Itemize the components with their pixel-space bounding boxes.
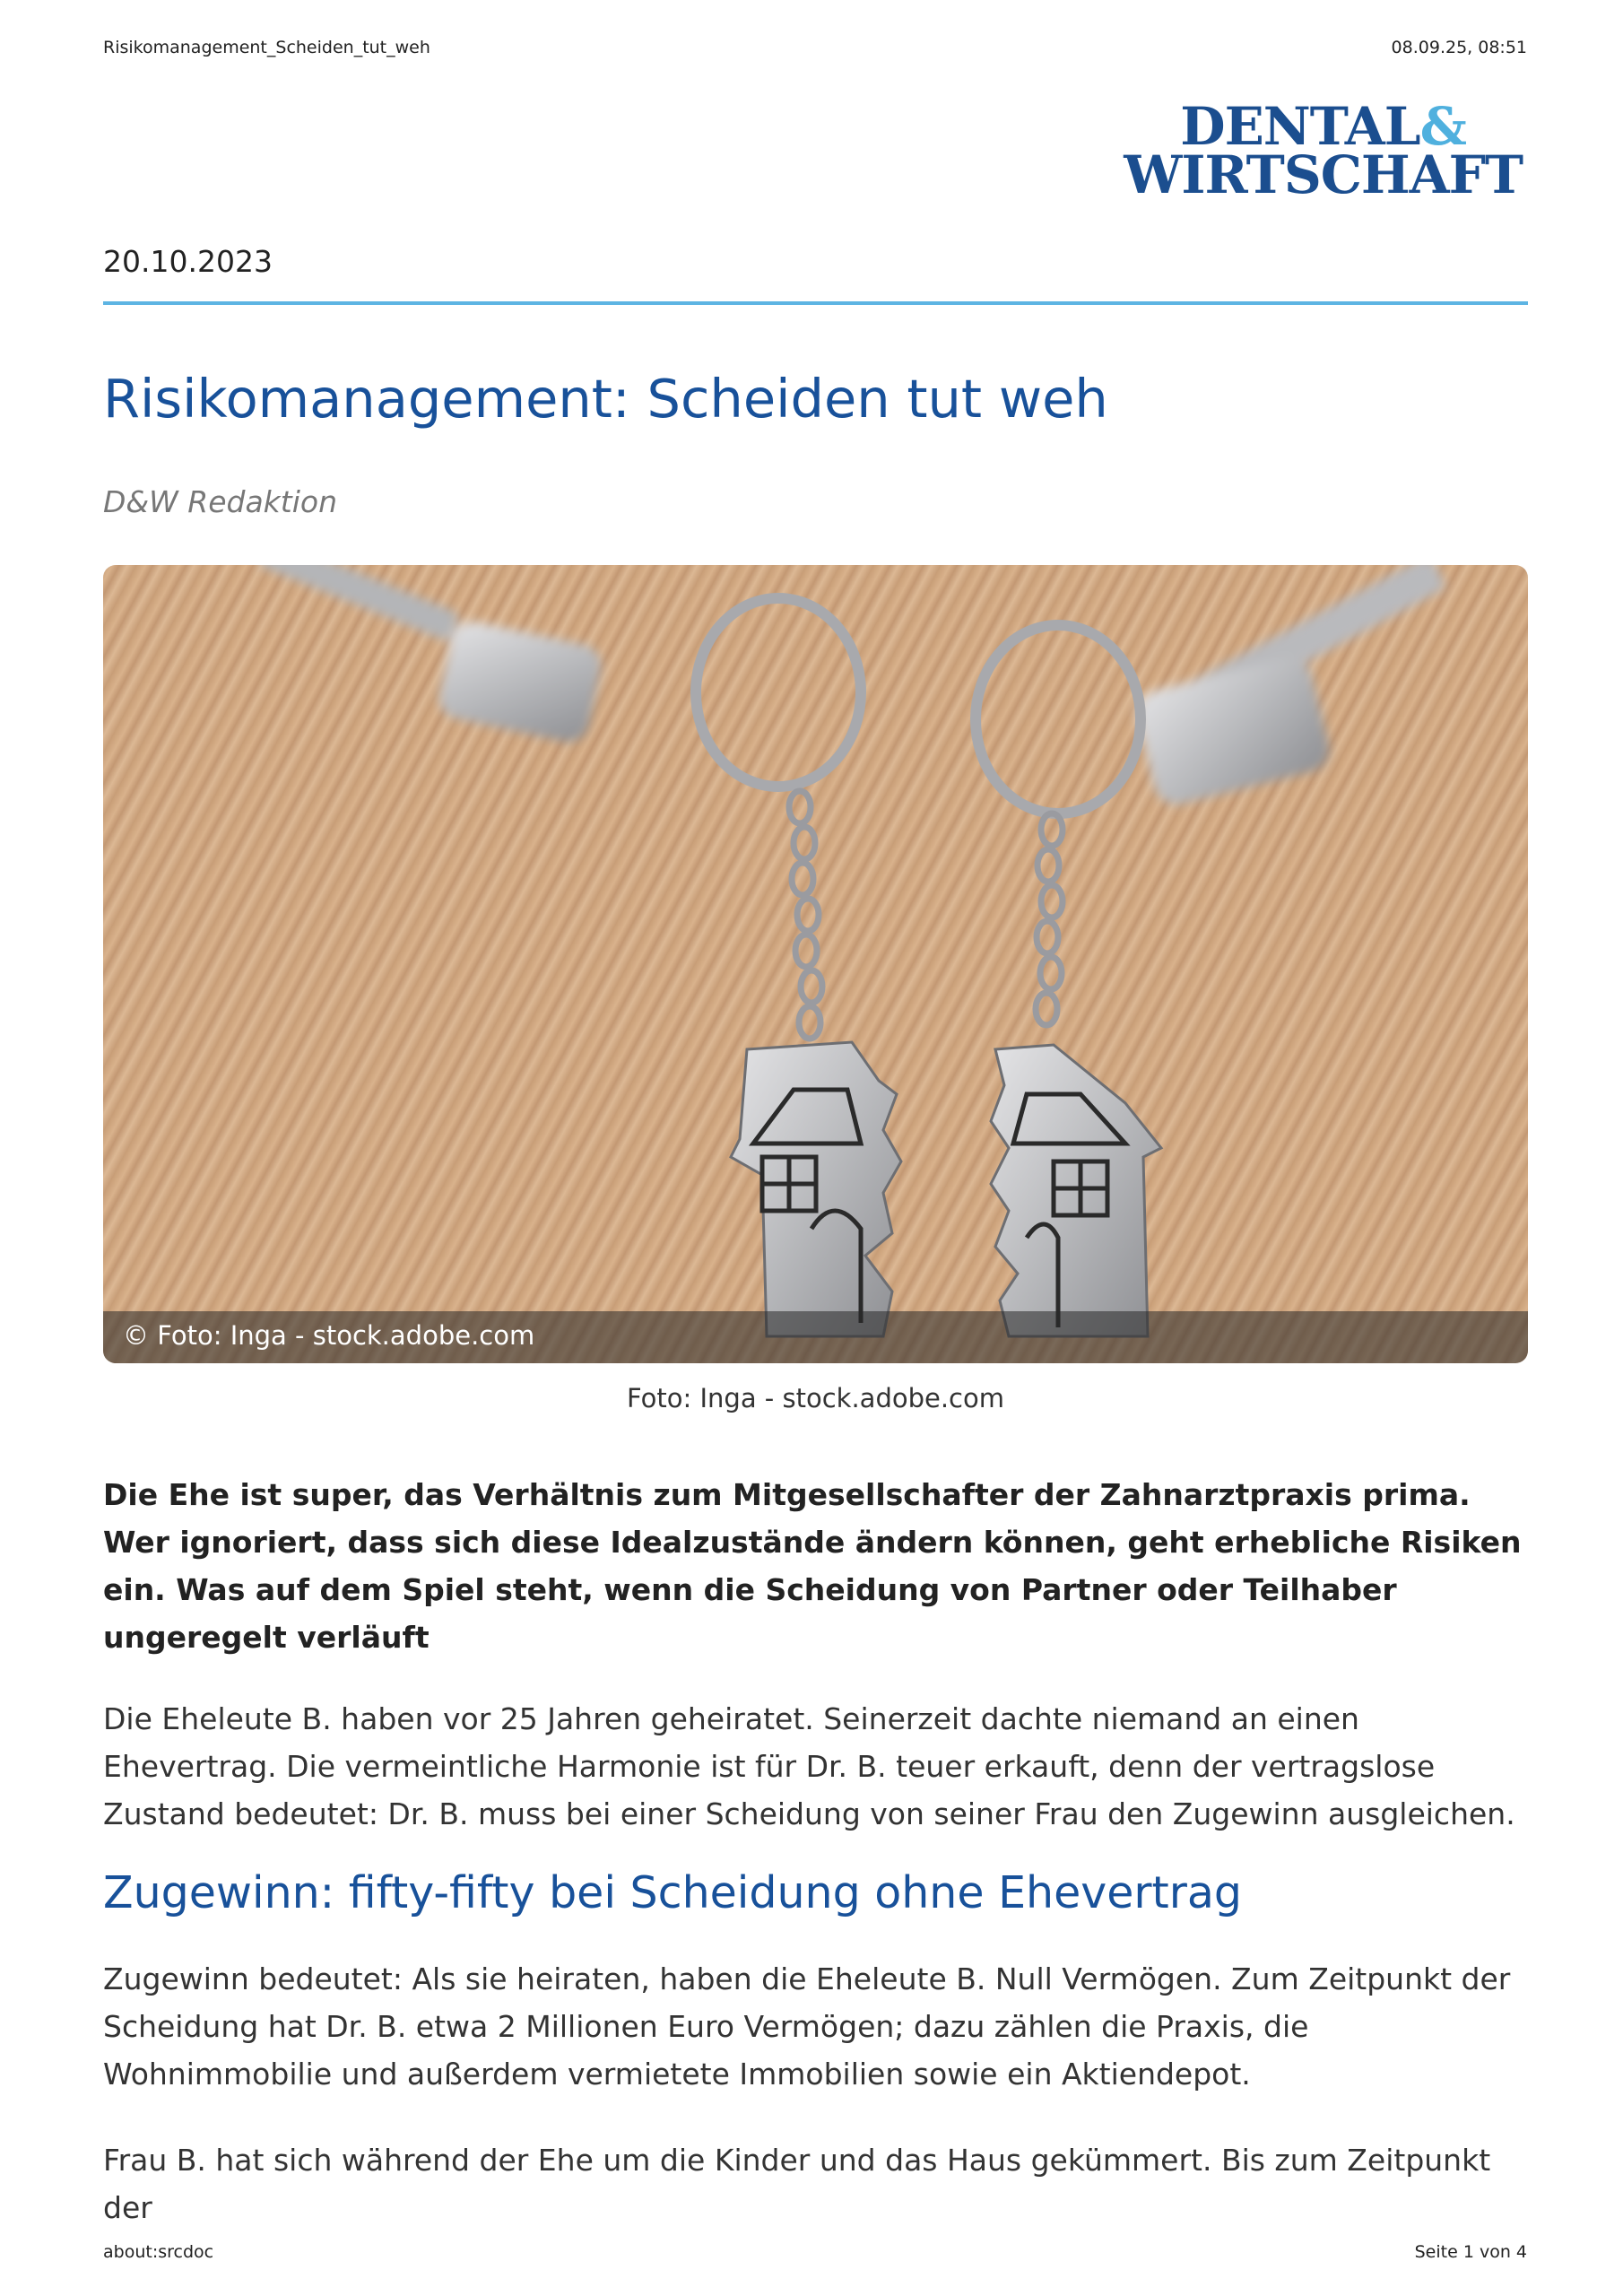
logo-ampersand: & [1419, 96, 1466, 157]
right-key-icon [1132, 565, 1447, 809]
keychain-house-illustration [103, 565, 1528, 1363]
print-footer-source: about:srcdoc [103, 2242, 214, 2262]
logo-word-wirtschaft: WIRTSCHAFT [1124, 144, 1523, 205]
left-house-half-icon [731, 1042, 901, 1336]
left-chain-icon [789, 791, 822, 1039]
print-footer-page-indicator: Seite 1 von 4 [1414, 2242, 1527, 2262]
logo-word-dental: DENTAL [1180, 96, 1420, 157]
article-title: Risikomanagement: Scheiden tut weh [103, 368, 1108, 430]
article-subheading: Zugewinn: fifty-fifty bei Scheidung ohne Ehevertrag [103, 1867, 1243, 1918]
left-keyring-icon [696, 598, 861, 787]
right-house-half-icon [991, 1045, 1161, 1336]
right-chain-icon [1036, 813, 1063, 1025]
article-paragraph-1: Die Eheleute B. haben vor 25 Jahren geheiratet. Seinerzeit dachte niemand an einen Ehevertrag. Die vermeintliche Harmonie ist für Dr. B. teuer erkauft, denn der vertragslose Zustand bedeutet: Dr. B. muss bei einer Scheidung von seiner Frau den Zugewinn ausgleichen. [103, 1701, 1515, 1831]
article-author: D&W Redaktion [103, 484, 337, 519]
image-caption: Foto: Inga - stock.adobe.com [626, 1383, 1004, 1413]
article-date: 20.10.2023 [103, 244, 273, 279]
photo-credit-text: © Foto: Inga - stock.adobe.com [123, 1320, 535, 1351]
left-key-icon [257, 565, 605, 745]
logo-line-1 [1124, 96, 1523, 157]
article-hero-image [103, 565, 1528, 1363]
dental-wirtschaft-logo[interactable] [1124, 96, 1523, 205]
print-header-document-name: Risikomanagement_Scheiden_tut_weh [103, 38, 430, 57]
header-divider [103, 301, 1528, 305]
article-paragraph-2: Zugewinn bedeutet: Als sie heiraten, haben die Eheleute B. Null Vermögen. Zum Zeitpunkt der Scheidung hat Dr. B. etwa 2 Millionen Euro Vermögen; dazu zählen die Praxis, die Wohnimmobilie und außerdem vermietete Immobilien sowie ein Aktiendepot. [103, 1961, 1511, 2092]
article-lead: Die Ehe ist super, das Verhältnis zum Mitgesellschafter der Zahnarztpraxis prima. Wer ignoriert, dass sich diese Idealzustände ändern können, geht erhebliche Risiken ein. Was auf dem Spiel steht, wenn die Scheidung von Partner oder Teilhaber ungeregelt verläuft [103, 1477, 1522, 1655]
photo-credit-overlay [103, 1311, 1528, 1363]
right-keyring-icon [976, 625, 1141, 813]
print-header-timestamp: 08.09.25, 08:51 [1391, 38, 1527, 57]
article-paragraph-3: Frau B. hat sich während der Ehe um die Kinder und das Haus gekümmert. Bis zum Zeitpunkt der [103, 2143, 1491, 2225]
